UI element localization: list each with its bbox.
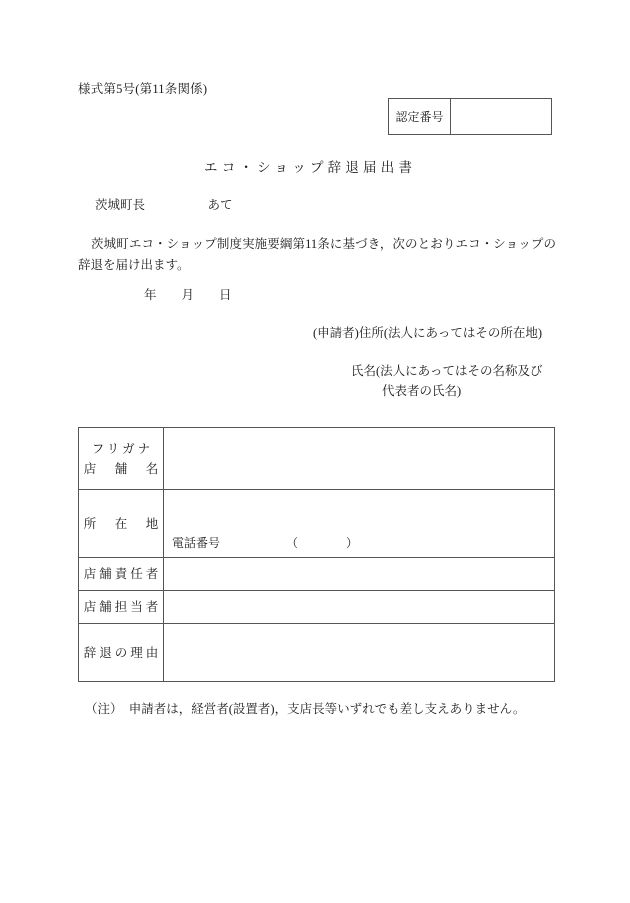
furigana-label: フリガナ	[91, 441, 154, 456]
applicant-name-label-line2: 代表者の氏名)	[382, 384, 462, 398]
address-field[interactable]	[164, 490, 555, 558]
form-number-label: 様式第5号(第11条関係)	[78, 82, 208, 96]
address-label-cell	[79, 490, 164, 558]
shop-name-label: 店 舗 名	[83, 461, 162, 476]
page-title: エコ・ショップ辞退届出書	[204, 160, 417, 175]
store-manager-label-cell	[79, 558, 164, 591]
table-row	[79, 428, 555, 490]
store-contact-field[interactable]	[164, 591, 555, 624]
application-details-table	[78, 427, 555, 682]
table-row	[79, 624, 555, 682]
store-manager-label: 店舗責任者	[83, 567, 162, 581]
addressee-line: 茨城町長 あて	[95, 198, 233, 212]
store-contact-label: 店舗担当者	[83, 600, 162, 614]
certification-number-box	[388, 98, 552, 135]
certification-number-field[interactable]	[451, 99, 551, 134]
withdrawal-reason-label: 辞退の理由	[83, 645, 162, 660]
footnote-text: （注） 申請者は，経営者(設置者)，支店長等いずれでも差し支えありません。	[85, 702, 526, 716]
table-row	[79, 558, 555, 591]
applicant-name-label-line1: 氏名(法人にあってはその名称及び	[351, 364, 543, 378]
table-row	[79, 591, 555, 624]
body-paragraph: 茨城町エコ・ショップ制度実施要綱第11条に基づき，次のとおりエコ・ショップの辞退を届け出ます。	[78, 237, 556, 272]
date-line: 年 月 日	[144, 288, 232, 302]
applicant-address-label: (申請者)住所(法人にあってはその所在地)	[313, 326, 543, 340]
address-label: 所 在 地	[83, 516, 162, 531]
store-manager-field[interactable]	[164, 558, 555, 591]
store-contact-label-cell	[79, 591, 164, 624]
telephone-label: 電話番号 （ ）	[172, 536, 359, 550]
certification-number-label: 認定番号	[389, 99, 451, 134]
withdrawal-reason-label-cell	[79, 624, 164, 682]
table-row	[79, 490, 555, 558]
shop-name-label-cell	[79, 428, 164, 490]
withdrawal-reason-field[interactable]	[164, 624, 555, 682]
shop-name-field[interactable]	[164, 428, 555, 490]
